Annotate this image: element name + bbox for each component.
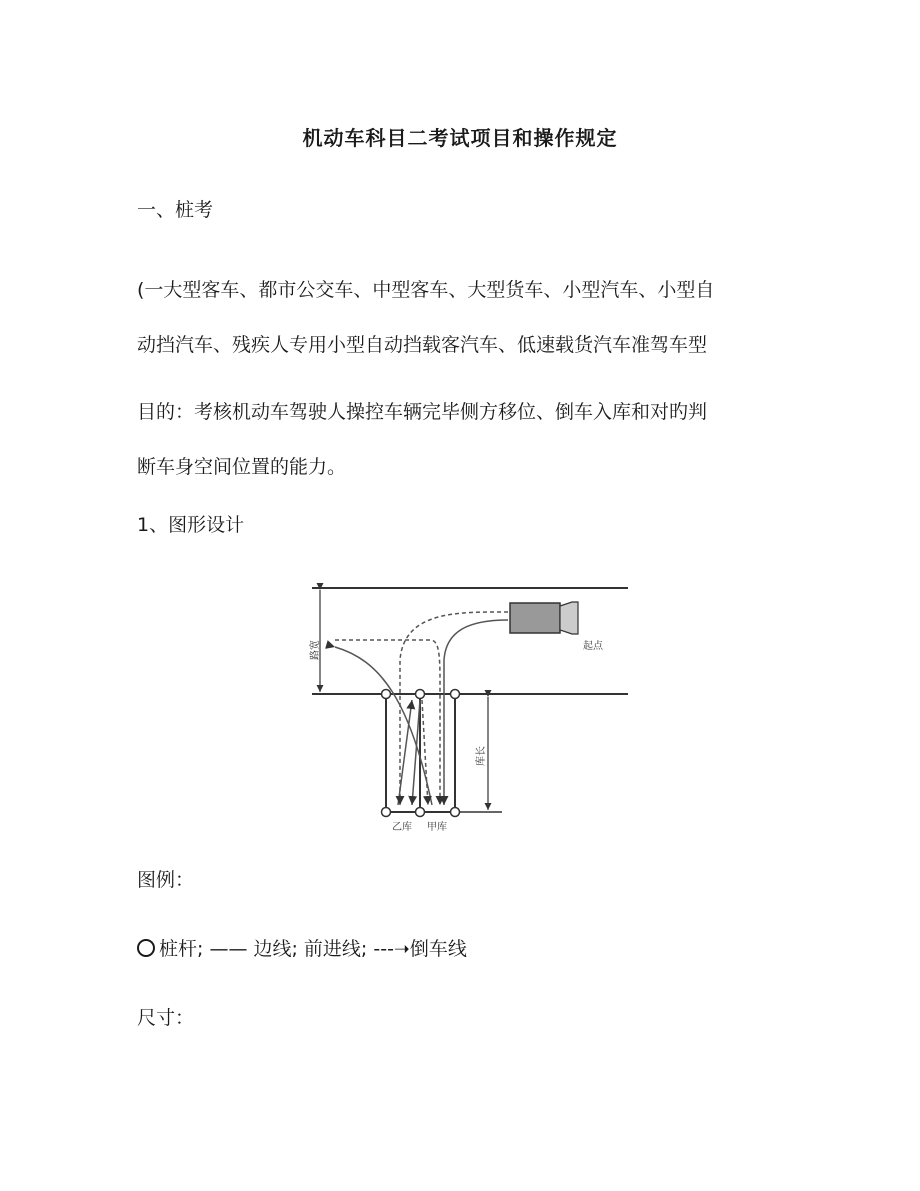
pile-legend-icon	[137, 939, 155, 957]
legend-line	[137, 934, 467, 961]
purpose-paragraph	[137, 385, 707, 495]
vehicle-types-line-1: (一大型客车、都市公交车、中型客车、大型货车、小型汽车、小型自	[137, 279, 715, 301]
subsection-heading-figure-design: 1、图形设计	[137, 514, 245, 536]
pile-marker	[451, 808, 460, 817]
pile-marker	[451, 690, 460, 699]
vehicle-icon	[510, 603, 560, 633]
pile-marker	[416, 808, 425, 817]
pile-test-diagram	[0, 578, 920, 838]
road-width-label: 路宽	[310, 640, 321, 660]
pile-marker	[382, 690, 391, 699]
vehicle-types-paragraph	[137, 263, 714, 373]
section-heading-pile-test: 一、桩考	[137, 199, 214, 221]
size-heading: 尺寸：	[137, 1007, 195, 1029]
vehicle-front	[560, 602, 578, 634]
purpose-line-2: 断车身空间位置的能力。	[137, 456, 347, 478]
start-point-label: 起点	[583, 641, 603, 652]
legend-text: 桩杆; —— 边线; 前进线; ---➝倒车线	[159, 938, 467, 960]
garage-a-outline	[420, 694, 455, 812]
pile-marker	[416, 690, 425, 699]
reversing-path-3	[422, 700, 428, 805]
purpose-line-1: 目的：考核机动车驾驶人操控车辆完毕侧方移位、倒车入库和对旳判	[137, 401, 708, 423]
garage-a-label: 甲库	[427, 822, 447, 833]
vehicle-types-line-2: 动挡汽车、残疾人专用小型自动挡载客汽车、低速载货汽车准驾车型	[137, 334, 708, 356]
reversing-path-2	[335, 640, 440, 805]
garage-b-label: 乙库	[392, 822, 412, 833]
garage-length-label: 库长	[476, 746, 487, 766]
document-title: 机动车科目二考试项目和操作规定	[302, 126, 618, 150]
forward-path-1	[444, 620, 508, 805]
legend-heading: 图例：	[137, 869, 195, 891]
pile-marker	[382, 808, 391, 817]
